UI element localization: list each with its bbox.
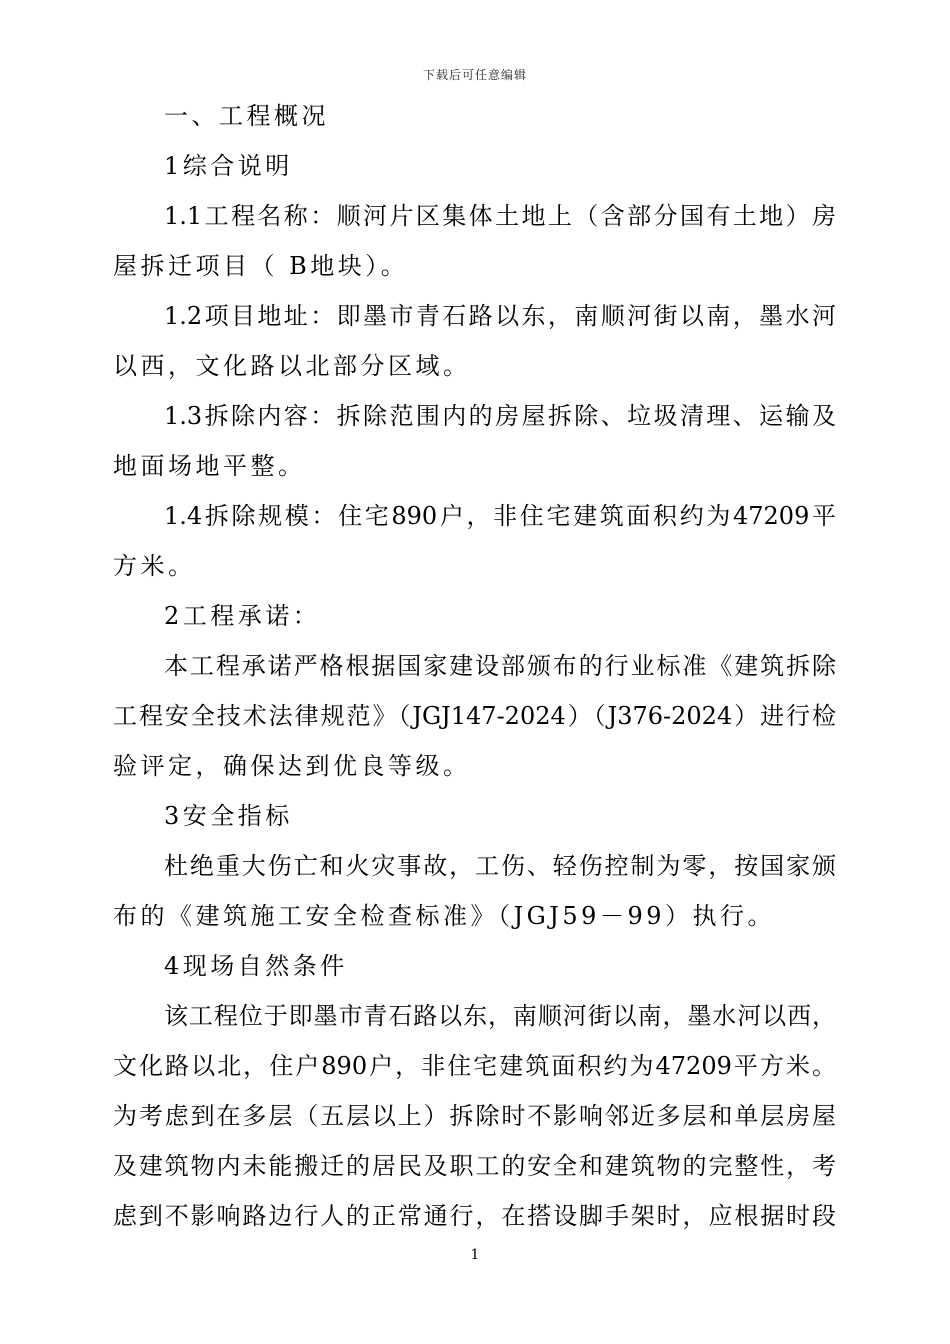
paragraph-line: 屋拆迁项目（ B地块）。: [113, 252, 409, 280]
paragraph-line: 杜绝重大伤亡和火灾事故，工伤、轻伤控制为零，按国家颁: [164, 852, 836, 880]
paragraph-line: 工程安全技术法律规范》（JGJ147-2024）（J376-2024）进行检: [113, 702, 836, 730]
paragraph-line: 以西，文化路以北部分区域。: [113, 352, 471, 380]
paragraph-line: 地面场地平整。: [113, 452, 306, 480]
paragraph-line: 1.4拆除规模：住宅890户，非住宅建筑面积约为47209平: [164, 502, 836, 530]
subsection-heading-commitment: 2工程承诺：: [164, 602, 321, 630]
paragraph-line: 为考虑到在多层（五层以上）拆除时不影响邻近多层和单层房屋: [113, 1102, 836, 1130]
paragraph-line: 布的《建筑施工安全检查标准》（JGJ59－99）执行。: [113, 902, 775, 930]
page-number: 1: [470, 1247, 480, 1263]
paragraph-line: 本工程承诺严格根据国家建设部颁布的行业标准《建筑拆除: [164, 652, 836, 680]
subsection-heading-site-conditions: 4现场自然条件: [164, 952, 348, 980]
paragraph-line: 1.1工程名称：顺河片区集体土地上（含部分国有土地）房: [164, 202, 836, 230]
paragraph-line: 验评定，确保达到优良等级。: [113, 752, 471, 780]
paragraph-line: 方米。: [113, 552, 196, 580]
section-heading-overview: 一、工程概况: [164, 102, 329, 130]
page-header: 下载后可任意编辑: [422, 68, 527, 82]
paragraph-line: 1.2项目地址：即墨市青石路以东，南顺河街以南，墨水河: [164, 302, 836, 330]
paragraph-line: 该工程位于即墨市青石路以东，南顺河街以南，墨水河以西，: [164, 1002, 836, 1030]
paragraph-line: 1.3拆除内容：拆除范围内的房屋拆除、垃圾清理、运输及: [164, 402, 836, 430]
subsection-heading-general: 1综合说明: [164, 152, 293, 180]
paragraph-line: 及建筑物内未能搬迁的居民及职工的安全和建筑物的完整性，考: [113, 1152, 836, 1180]
paragraph-line: 文化路以北，住户890户，非住宅建筑面积约为47209平方米。: [113, 1052, 836, 1080]
paragraph-line: 虑到不影响路边行人的正常通行，在搭设脚手架时，应根据时段: [113, 1202, 836, 1230]
subsection-heading-safety: 3安全指标: [164, 802, 293, 830]
